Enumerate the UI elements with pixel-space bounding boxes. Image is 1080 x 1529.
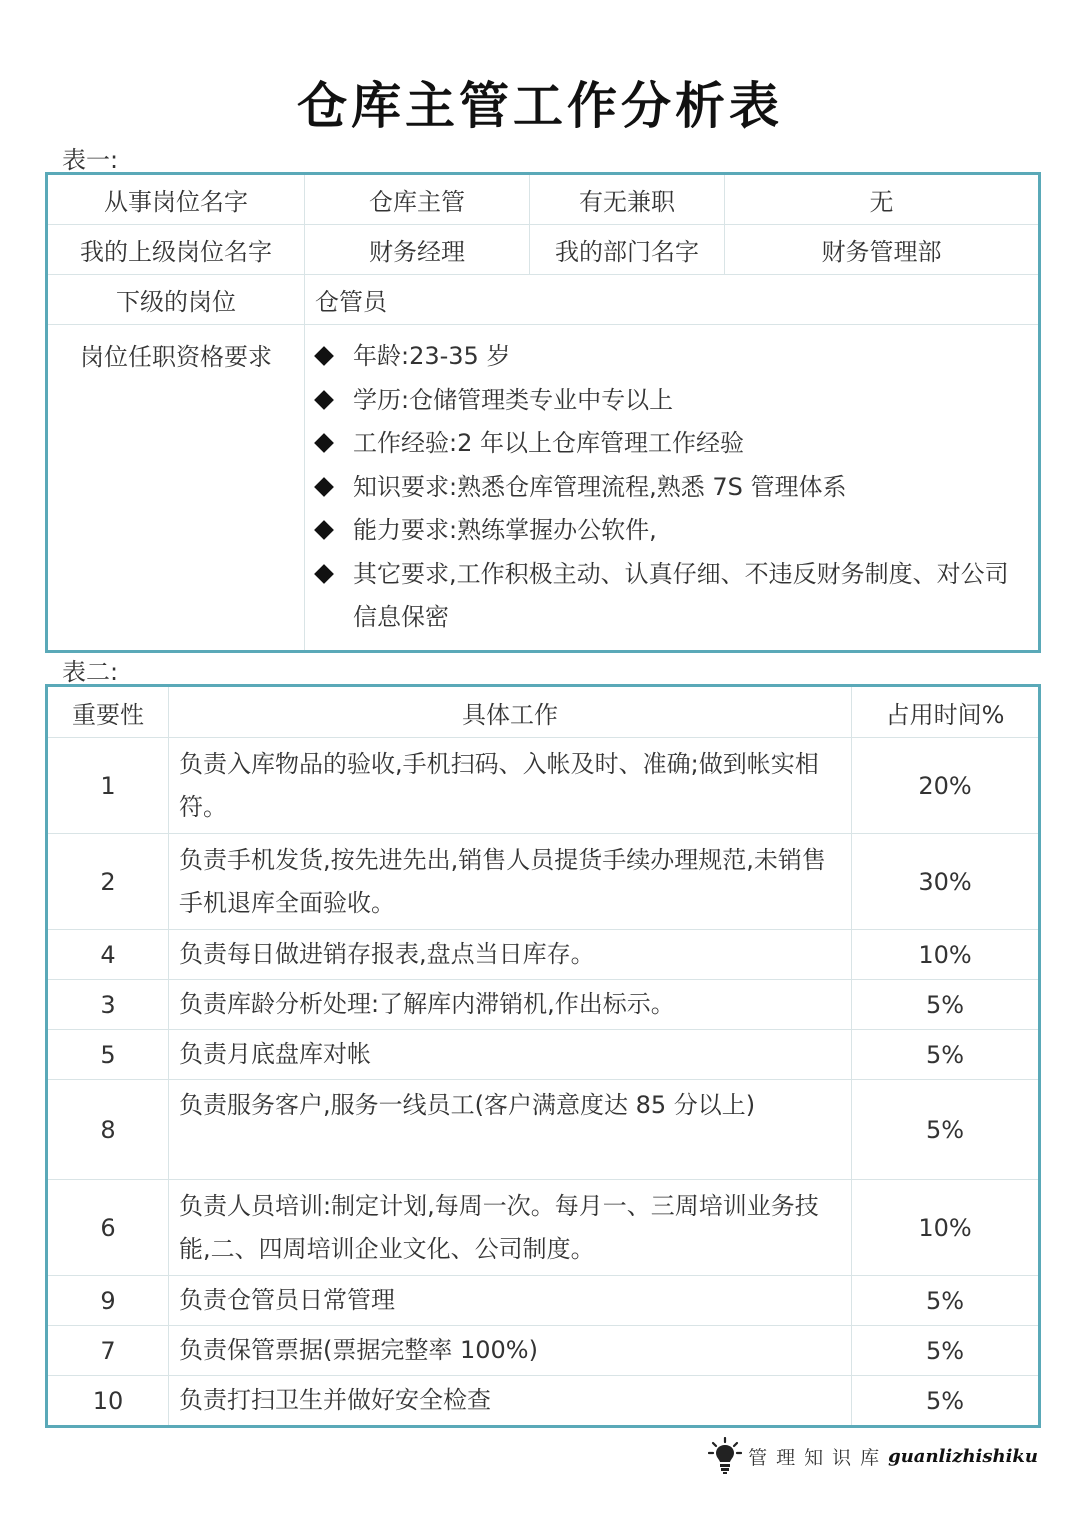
time-cell: 20% <box>852 738 1040 834</box>
table-row <box>47 325 1040 652</box>
work-cell: 负责手机发货,按先进先出,销售人员提货手续办理规范,未销售手机退库全面验收。 <box>169 834 852 930</box>
subordinate-value: 仓管员 <box>305 275 1040 325</box>
diamond-bullet-icon <box>314 477 334 497</box>
requirement-item <box>315 335 1028 379</box>
table1-label: 表一: <box>62 146 119 174</box>
importance-cell: 4 <box>47 930 169 980</box>
requirement-item <box>315 553 1028 640</box>
diamond-bullet-icon <box>314 520 334 540</box>
requirement-text: 年龄:23-35 岁 <box>353 342 511 370</box>
part-time-value: 无 <box>725 174 1040 225</box>
table-row <box>47 834 1040 930</box>
table-row <box>47 980 1040 1030</box>
time-cell: 10% <box>852 930 1040 980</box>
header-time: 占用时间% <box>852 686 1040 738</box>
table-row <box>47 1080 1040 1180</box>
diamond-bullet-icon <box>314 564 334 584</box>
time-cell: 5% <box>852 1080 1040 1180</box>
table-row <box>47 275 1040 325</box>
header-work: 具体工作 <box>169 686 852 738</box>
job-info-table <box>45 172 1041 653</box>
table-row <box>47 174 1040 225</box>
work-cell: 负责保管票据(票据完整率 100%) <box>169 1326 852 1376</box>
header-importance: 重要性 <box>47 686 169 738</box>
work-cell: 负责人员培训:制定计划,每周一次。每月一、三周培训业务技能,二、四周培训企业文化、公司制度。 <box>169 1180 852 1276</box>
importance-cell: 10 <box>47 1376 169 1427</box>
importance-cell: 3 <box>47 980 169 1030</box>
requirements-label: 岗位任职资格要求 <box>47 325 305 652</box>
footer-brand-cn: 管理知识库 <box>748 1446 889 1469</box>
part-time-label: 有无兼职 <box>530 174 725 225</box>
requirement-item <box>315 379 1028 423</box>
table-row <box>47 1276 1040 1326</box>
table-row <box>47 1376 1040 1427</box>
position-name-value: 仓库主管 <box>305 174 530 225</box>
time-cell: 5% <box>852 1326 1040 1376</box>
work-cell: 负责服务客户,服务一线员工(客户满意度达 85 分以上) <box>169 1080 852 1180</box>
diamond-bullet-icon <box>314 390 334 410</box>
requirement-text: 能力要求:熟练掌握办公软件, <box>353 516 657 544</box>
table-header-row <box>47 686 1040 738</box>
footer-brand-en: guanlizhishiku <box>888 1445 1038 1467</box>
table-row <box>47 1030 1040 1080</box>
department-label: 我的部门名字 <box>530 225 725 275</box>
diamond-bullet-icon <box>314 433 334 453</box>
diamond-bullet-icon <box>314 346 334 366</box>
requirement-item <box>315 509 1028 553</box>
position-name-label: 从事岗位名字 <box>47 174 305 225</box>
importance-cell: 2 <box>47 834 169 930</box>
work-cell: 负责入库物品的验收,手机扫码、入帐及时、准确;做到帐实相符。 <box>169 738 852 834</box>
work-analysis-table <box>45 684 1041 1428</box>
time-cell: 30% <box>852 834 1040 930</box>
subordinate-label: 下级的岗位 <box>47 275 305 325</box>
page-title: 仓库主管工作分析表 <box>297 77 783 135</box>
work-cell: 负责库龄分析处理:了解库内滞销机,作出标示。 <box>169 980 852 1030</box>
time-cell: 5% <box>852 980 1040 1030</box>
time-cell: 10% <box>852 1180 1040 1276</box>
requirement-item <box>315 466 1028 510</box>
importance-cell: 9 <box>47 1276 169 1326</box>
requirements-cell <box>305 325 1040 652</box>
importance-cell: 5 <box>47 1030 169 1080</box>
time-cell: 5% <box>852 1276 1040 1326</box>
department-value: 财务管理部 <box>725 225 1040 275</box>
requirement-text: 学历:仓储管理类专业中专以上 <box>353 385 674 414</box>
work-cell: 负责每日做进销存报表,盘点当日库存。 <box>169 930 852 980</box>
requirement-text: 其它要求,工作积极主动、认真仔细、不违反财务制度、对公司信息保密 <box>353 559 1009 631</box>
importance-cell: 8 <box>47 1080 169 1180</box>
work-cell: 负责仓管员日常管理 <box>169 1276 852 1326</box>
requirement-item <box>315 422 1028 466</box>
table-row <box>47 1180 1040 1276</box>
table-row <box>47 738 1040 834</box>
importance-cell: 7 <box>47 1326 169 1376</box>
requirement-text: 工作经验:2 年以上仓库管理工作经验 <box>353 429 744 457</box>
superior-value: 财务经理 <box>305 225 530 275</box>
table-row <box>47 1326 1040 1376</box>
importance-cell: 6 <box>47 1180 169 1276</box>
table-row <box>47 225 1040 275</box>
work-cell: 负责月底盘库对帐 <box>169 1030 852 1080</box>
table2-label: 表二: <box>62 658 119 686</box>
lightbulb-icon <box>708 1437 742 1475</box>
importance-cell: 1 <box>47 738 169 834</box>
table-row <box>47 930 1040 980</box>
time-cell: 5% <box>852 1030 1040 1080</box>
work-cell: 负责打扫卫生并做好安全检查 <box>169 1376 852 1427</box>
footer-watermark <box>708 1436 1038 1476</box>
requirements-list <box>305 325 1038 640</box>
superior-label: 我的上级岗位名字 <box>47 225 305 275</box>
time-cell: 5% <box>852 1376 1040 1427</box>
requirement-text: 知识要求:熟悉仓库管理流程,熟悉 7S 管理体系 <box>353 472 847 501</box>
